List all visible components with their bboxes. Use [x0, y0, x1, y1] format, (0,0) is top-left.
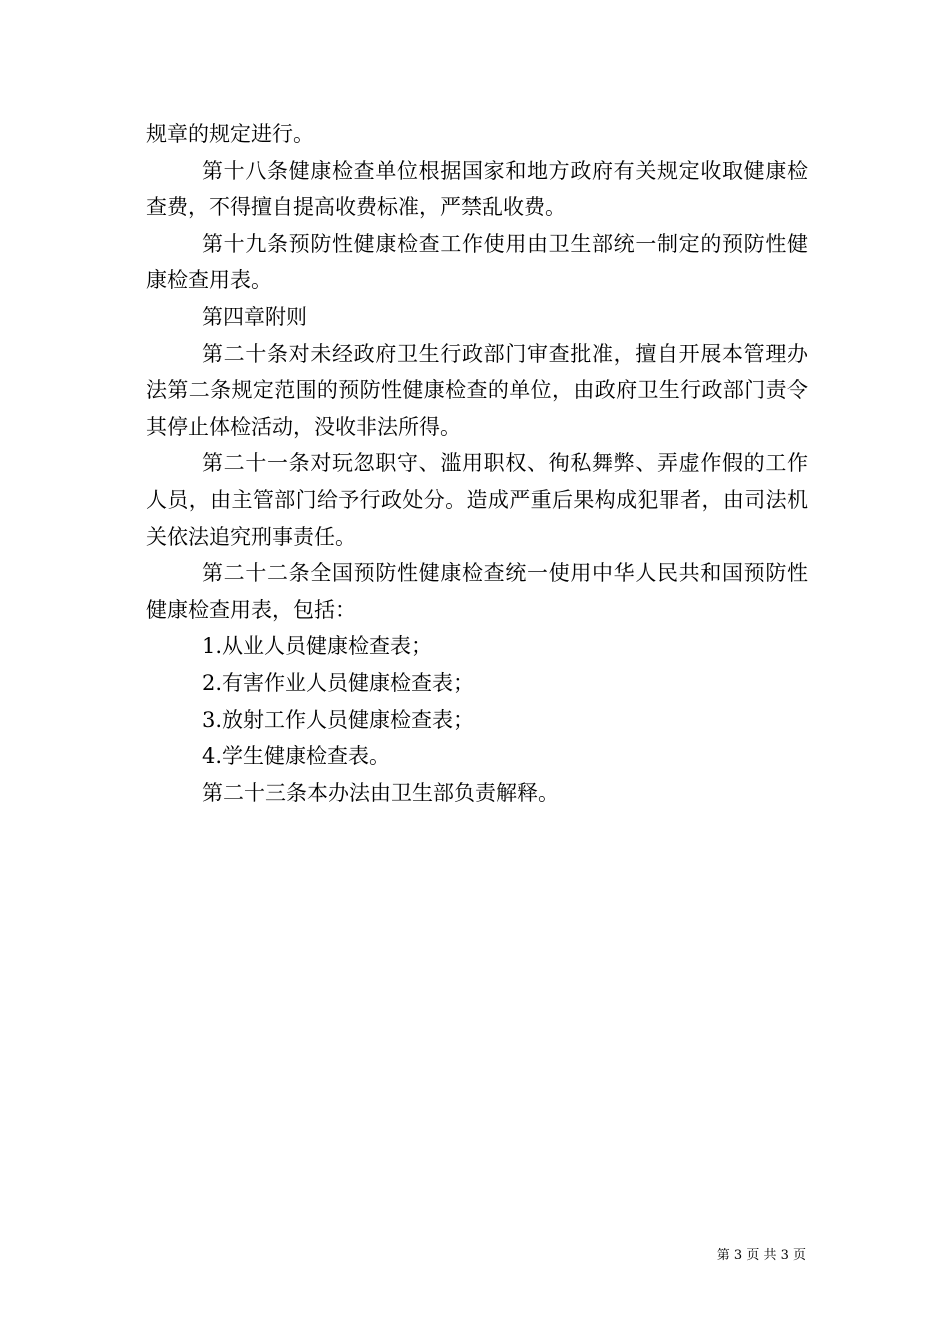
- list-item: 3.放射工作人员健康检查表；: [202, 707, 475, 732]
- chapter-heading: 第四章附则: [202, 304, 307, 329]
- paragraph-article-20: 第二十条对未经政府卫生行政部门审查批准，擅自开展本管理办法第二条规定范围的预防性健康检查的单位，由政府卫生行政部门责令其停止体检活动，没收非法所得。: [146, 341, 808, 439]
- paragraph-article-21: 第二十一条对玩忽职守、滥用职权、徇私舞弊、弄虚作假的工作人员，由主管部门给予行政处分。造成严重后果构成犯罪者，由司法机关依法追究刑事责任。: [146, 451, 808, 549]
- paragraph-article-18: 第十八条健康检查单位根据国家和地方政府有关规定收取健康检查费，不得擅自提高收费标准，严禁乱收费。: [146, 158, 808, 220]
- document-body: [146, 116, 808, 811]
- page-number-footer: 第 3 页 共 3 页: [716, 1248, 806, 1263]
- paragraph-article-19: 第十九条预防性健康检查工作使用由卫生部统一制定的预防性健康检查用表。: [146, 231, 808, 293]
- list-item: 1.从业人员健康检查表；: [202, 634, 433, 659]
- paragraph-article-22: 第二十二条全国预防性健康检查统一使用中华人民共和国预防性健康检查用表，包括：: [146, 561, 808, 622]
- list-item: 2.有害作业人员健康检查表；: [202, 670, 475, 695]
- list-item: 4.学生健康检查表。: [202, 744, 391, 769]
- paragraph-continuation: 规章的规定进行。: [146, 122, 314, 146]
- paragraph-article-23: 第二十三条本办法由卫生部负责解释。: [202, 780, 559, 805]
